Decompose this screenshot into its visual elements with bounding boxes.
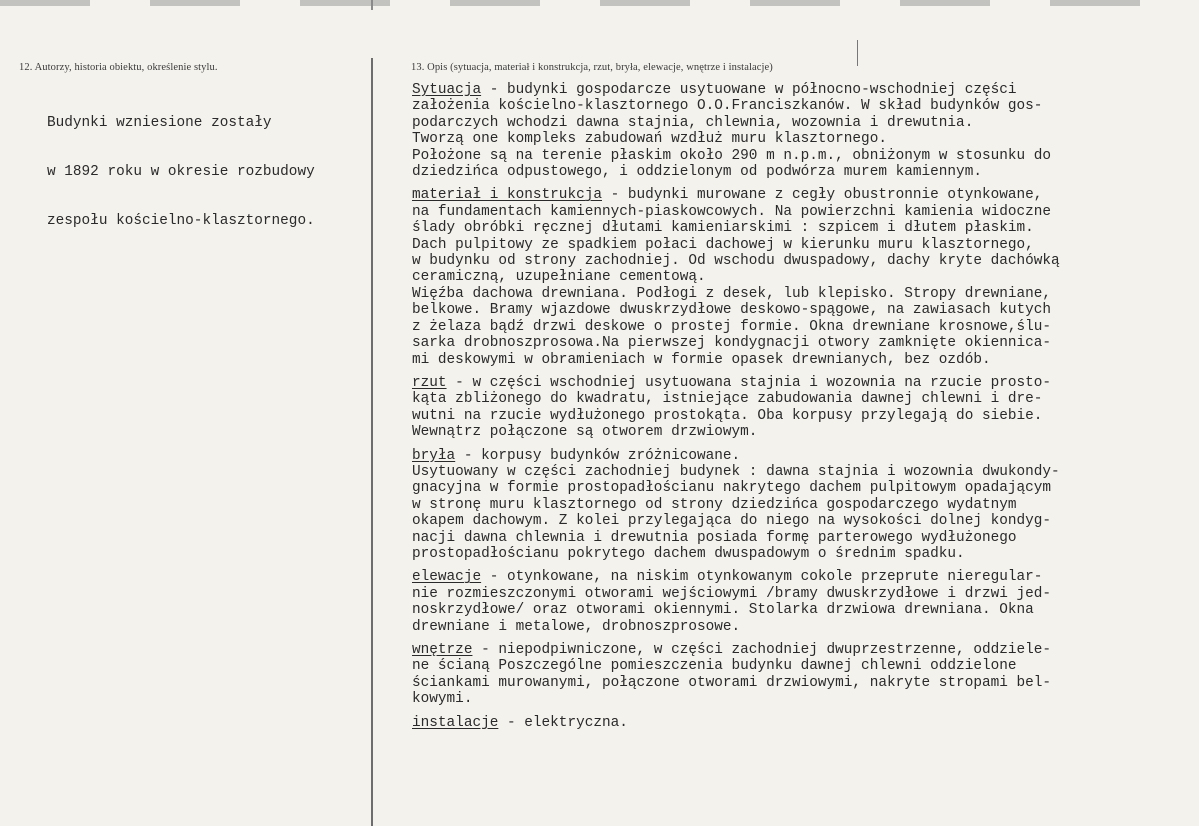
section-line: belkowe. Bramy wjazdowe dwuskrzydłowe deskowo-spągowe, na zawiasach kutych: [412, 302, 1052, 319]
section-label: rzut: [412, 374, 447, 391]
section-line: sarka drobnoszprosowa.Na pierwszej kondygnacji otwory zamknięte okiennica-: [412, 335, 1052, 352]
left-column-text: [47, 82, 367, 262]
column-divider: [371, 58, 373, 826]
section-2: [412, 187, 1192, 367]
section-line: na fundamentach kamiennych-piaskowcowych. Na powierzchni kamienia widoczne: [412, 203, 1052, 220]
section-text: - w części wschodniej usytuowana stajnia i wozownia na rzucie prosto-: [446, 374, 1052, 391]
section-line: kowymi.: [412, 691, 473, 708]
margin-tick-mark: [857, 40, 858, 66]
section-line: podarczych wchodzi dawna stajnia, chlewnia, wozownia i drewutnia.: [412, 114, 974, 131]
section-line: ceramiczną, uzupełniane cementową.: [412, 269, 706, 286]
section-text: - korpusy budynków zróżnicowane.: [455, 447, 741, 464]
section-line: założenia kościelno-klasztornego O.O.Franciszkanów. W skład budynków gos-: [412, 98, 1043, 115]
section-line: [412, 187, 1192, 203]
section-label: materiał i konstrukcja: [412, 187, 602, 204]
section-text: - elektryczna.: [498, 714, 628, 731]
section-line: Więźba dachowa drewniana. Podłogi z desek, lub klepisko. Stropy drewniane,: [412, 285, 1052, 302]
section-line: wutni na rzucie wydłużonego prostokąta. Oba korpusy przylegają do siebie.: [412, 407, 1043, 424]
description-column: [412, 82, 1192, 738]
section-line: [412, 569, 1192, 585]
top-border-dashes: [0, 0, 1199, 6]
section-label: wnętrze: [412, 642, 473, 658]
section-text: - otynkowane, na niskim otynkowanym cokole przeprute nieregular-: [481, 569, 1043, 586]
section-line: [412, 715, 1192, 731]
column-divider-top: [371, 0, 373, 10]
left-line: zespołu kościelno-klasztornego.: [47, 213, 315, 230]
section-line: mi deskowymi w obramieniach w formie opasek drewnianych, bez ozdób.: [412, 351, 991, 368]
section-line: kąta zbliżonego do kwadratu, istniejące zabudowania dawnej chlewni i dre-: [412, 391, 1043, 408]
section-line: gnacyjna w formie prostopadłościanu nakrytego dachem pulpitowym opadającym: [412, 480, 1052, 497]
left-line: Budynki wzniesione zostały: [47, 114, 272, 131]
section-line: Wewnątrz połączone są otworem drzwiowym.: [412, 424, 758, 441]
section-line: prostopadłościanu pokrytego dachem dwuspadowym o średnim spadku.: [412, 545, 965, 562]
section-3: [412, 375, 1192, 441]
section-line: ściankami murowanymi, połączone otworami drzwiowymi, nakryte stropami bel-: [412, 674, 1052, 691]
section-label: elewacje: [412, 569, 482, 586]
heading-authors-history-style: 12. Autorzy, historia obiektu, określenie stylu.: [19, 62, 218, 73]
section-line: Położone są na terenie płaskim około 290 m n.p.m., obniżonym w stosunku do: [412, 147, 1052, 164]
section-text: - budynki gospodarcze usytuowane w północno-wschodniej części: [481, 82, 1017, 98]
section-label: instalacje: [412, 714, 499, 731]
section-line: dziedzińca odpustowego, i oddzielonym od podwórza murem kamiennym.: [412, 164, 982, 181]
section-1: [412, 82, 1192, 180]
section-line: z żelaza bądź drzwi deskowe o prostej formie. Okna drewniane krosnowe,ślu-: [412, 318, 1052, 335]
section-line: [412, 375, 1192, 391]
section-line: [412, 642, 1192, 658]
section-text: - niepodpiwniczone, w części zachodniej dwuprzestrzenne, oddziele-: [472, 642, 1052, 658]
section-line: okapem dachowym. Z kolei przylegająca do niego na wysokości dolnej kondyg-: [412, 513, 1052, 530]
section-4: [412, 448, 1192, 563]
section-text: - budynki murowane z cegły obustronnie otynkowane,: [602, 187, 1043, 204]
section-line: nacji dawna chlewnia i drewutnia posiada formę parterowego wydłużonego: [412, 529, 1017, 546]
section-line: [412, 448, 1192, 464]
section-label: Sytuacja: [412, 82, 482, 98]
section-6: [412, 642, 1192, 708]
section-line: Dach pulpitowy ze spadkiem połaci dachowej w kierunku muru klasztornego,: [412, 236, 1034, 253]
left-line: w 1892 roku w okresie rozbudowy: [47, 164, 315, 181]
section-line: w budynku od strony zachodniej. Od wschodu dwuspadowy, dachy kryte dachówką: [412, 253, 1060, 270]
section-line: w stronę muru klasztornego od strony dziedzińca gospodarczego wydatnym: [412, 496, 1017, 513]
section-line: drewniane i metalowe, drobnoszprosowe.: [412, 618, 741, 635]
section-7: [412, 715, 1192, 731]
section-5: [412, 569, 1192, 635]
section-label: bryła: [412, 447, 456, 464]
section-line: Usytuowany w części zachodniej budynek : dawna stajnia i wozownia dwukondy-: [412, 463, 1060, 480]
section-line: ślady obróbki ręcznej dłutami kamieniarskimi : szpicem i dłutem płaskim.: [412, 220, 1034, 237]
section-line: nie rozmieszczonymi otworami wejściowymi /bramy dwuskrzydłowe i drzwi jed-: [412, 585, 1052, 602]
section-line: ne ścianą Poszczególne pomieszczenia budynku dawnej chlewni oddzielone: [412, 658, 1017, 675]
section-line: Tworzą one kompleks zabudowań wzdłuż muru klasztornego.: [412, 131, 887, 148]
heading-description: 13. Opis (sytuacja, materiał i konstrukcja, rzut, bryła, elewacje, wnętrze i instalacje): [411, 62, 773, 73]
section-line: noskrzydłowe/ oraz otworami okiennymi. Stolarka drzwiowa drewniana. Okna: [412, 602, 1034, 619]
section-line: [412, 82, 1192, 98]
